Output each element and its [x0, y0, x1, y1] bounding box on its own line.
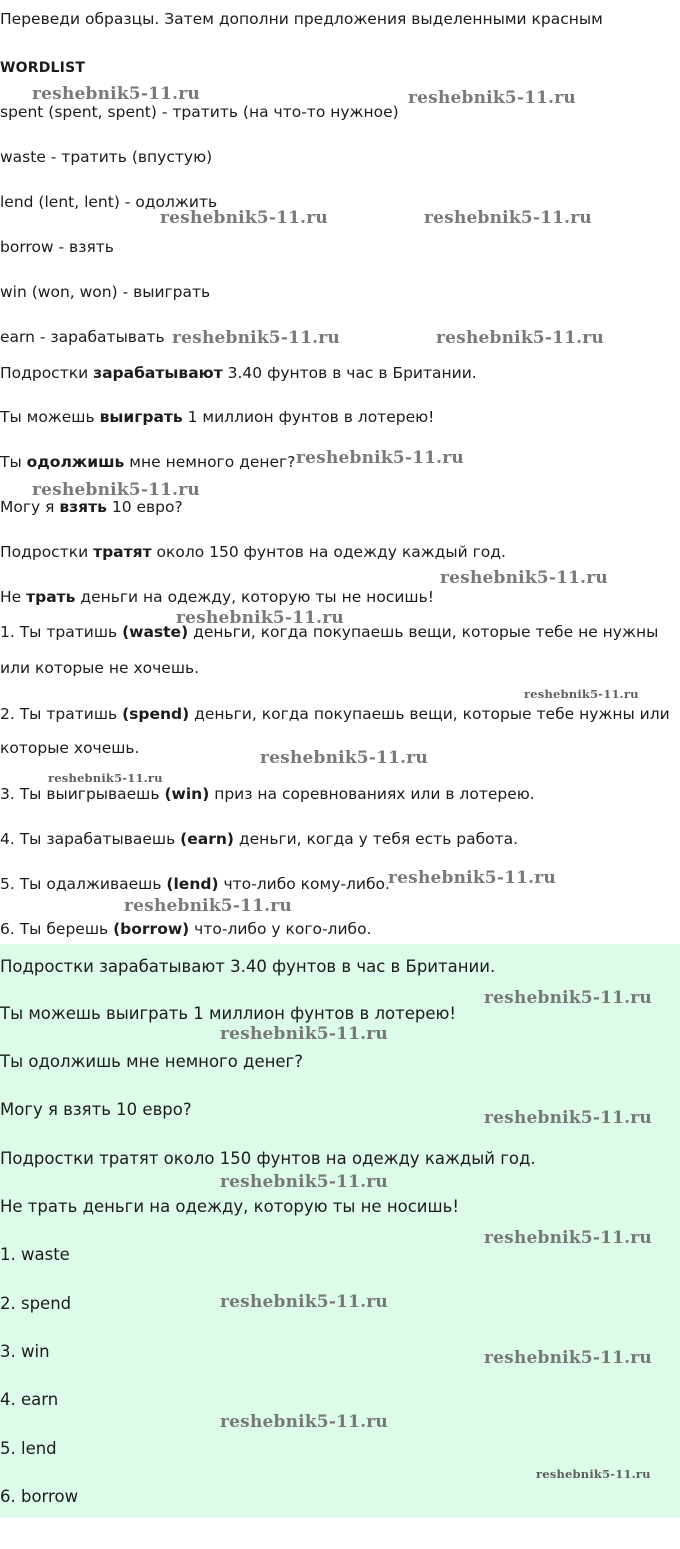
exercise-item: 3. Ты выигрываешь (win) приз на соревнованиях или в лотерею.	[0, 785, 535, 803]
wordlist-item: borrow - взять	[0, 238, 114, 256]
watermark: reshebnik5-11.ru	[172, 328, 340, 348]
watermark: reshebnik5-11.ru	[32, 84, 200, 104]
sample-sentence: Подростки тратят около 150 фунтов на одежду каждый год.	[0, 543, 506, 561]
watermark: reshebnik5-11.ru	[48, 771, 163, 785]
watermark: reshebnik5-11.ru	[440, 568, 608, 588]
watermark: reshebnik5-11.ru	[220, 1172, 388, 1192]
answer-sentence: Могу я взять 10 евро?	[0, 1100, 192, 1119]
sample-sentence: Подростки зарабатывают 3.40 фунтов в час в Британии.	[0, 364, 477, 382]
sample-sentence: Ты можешь выиграть 1 миллион фунтов в лотерею!	[0, 408, 435, 426]
answer-word: 4. earn	[0, 1390, 59, 1409]
watermark: reshebnik5-11.ru	[388, 868, 556, 888]
watermark: reshebnik5-11.ru	[484, 1228, 652, 1248]
answer-sentence: Подростки зарабатывают 3.40 фунтов в час в Британии.	[0, 957, 496, 976]
watermark: reshebnik5-11.ru	[436, 328, 604, 348]
watermark: reshebnik5-11.ru	[484, 1348, 652, 1368]
sample-sentence: Ты одолжишь мне немного денег?	[0, 453, 296, 471]
answer-sentence: Не трать деньги на одежду, которую ты не носишь!	[0, 1197, 459, 1216]
watermark: reshebnik5-11.ru	[260, 748, 428, 768]
answer-word: 6. borrow	[0, 1487, 79, 1506]
exercise-item-continuation: или которые не хочешь.	[0, 659, 200, 677]
watermark: reshebnik5-11.ru	[484, 988, 652, 1008]
watermark: reshebnik5-11.ru	[32, 480, 200, 500]
watermark: reshebnik5-11.ru	[536, 1467, 651, 1481]
sample-sentence: Могу я взять 10 евро?	[0, 498, 183, 516]
wordlist-item: spent (spent, spent) - тратить (на что-то нужное)	[0, 103, 399, 121]
wordlist-item: earn - зарабатывать	[0, 328, 165, 346]
answer-word: 5. lend	[0, 1439, 57, 1458]
watermark: reshebnik5-11.ru	[124, 896, 292, 916]
wordlist-item: lend (lent, lent) - одолжить	[0, 193, 218, 211]
answer-word: 3. win	[0, 1342, 50, 1361]
watermark: reshebnik5-11.ru	[424, 208, 592, 228]
exercise-item: 6. Ты берешь (borrow) что-либо у кого-либо.	[0, 920, 372, 938]
watermark: reshebnik5-11.ru	[524, 687, 639, 701]
watermark: reshebnik5-11.ru	[220, 1292, 388, 1312]
sample-sentence: Не трать деньги на одежду, которую ты не носишь!	[0, 588, 434, 606]
answer-sentence: Ты можешь выиграть 1 миллион фунтов в лотерею!	[0, 1004, 456, 1023]
answer-sentence: Ты одолжишь мне немного денег?	[0, 1052, 303, 1071]
answer-sentence: Подростки тратят около 150 фунтов на одежду каждый год.	[0, 1149, 536, 1168]
watermark: reshebnik5-11.ru	[176, 608, 344, 628]
exercise-item: 5. Ты одалживаешь (lend) что-либо кому-либо.	[0, 875, 390, 893]
watermark: reshebnik5-11.ru	[220, 1024, 388, 1044]
watermark: reshebnik5-11.ru	[160, 208, 328, 228]
exercise-item: 2. Ты тратишь (spend) деньги, когда покупаешь вещи, которые тебе нужны или	[0, 705, 670, 723]
exercise-item: 4. Ты зарабатываешь (earn) деньги, когда у тебя есть работа.	[0, 830, 519, 848]
wordlist-item: waste - тратить (впустую)	[0, 148, 213, 166]
wordlist-title: WORDLIST	[0, 60, 86, 76]
exercise-item-continuation: которые хочешь.	[0, 739, 140, 757]
watermark: reshebnik5-11.ru	[296, 448, 464, 468]
answer-word: 1. waste	[0, 1245, 70, 1264]
wordlist-item: win (won, won) - выиграть	[0, 283, 211, 301]
exercise-item: 1. Ты тратишь (waste) деньги, когда покупаешь вещи, которые тебе не нужны	[0, 623, 659, 641]
watermark: reshebnik5-11.ru	[484, 1108, 652, 1128]
watermark: reshebnik5-11.ru	[408, 88, 576, 108]
answer-word: 2. spend	[0, 1294, 72, 1313]
task-instruction: Переведи образцы. Затем дополни предложения выделенными красным	[0, 10, 603, 28]
watermark: reshebnik5-11.ru	[220, 1412, 388, 1432]
